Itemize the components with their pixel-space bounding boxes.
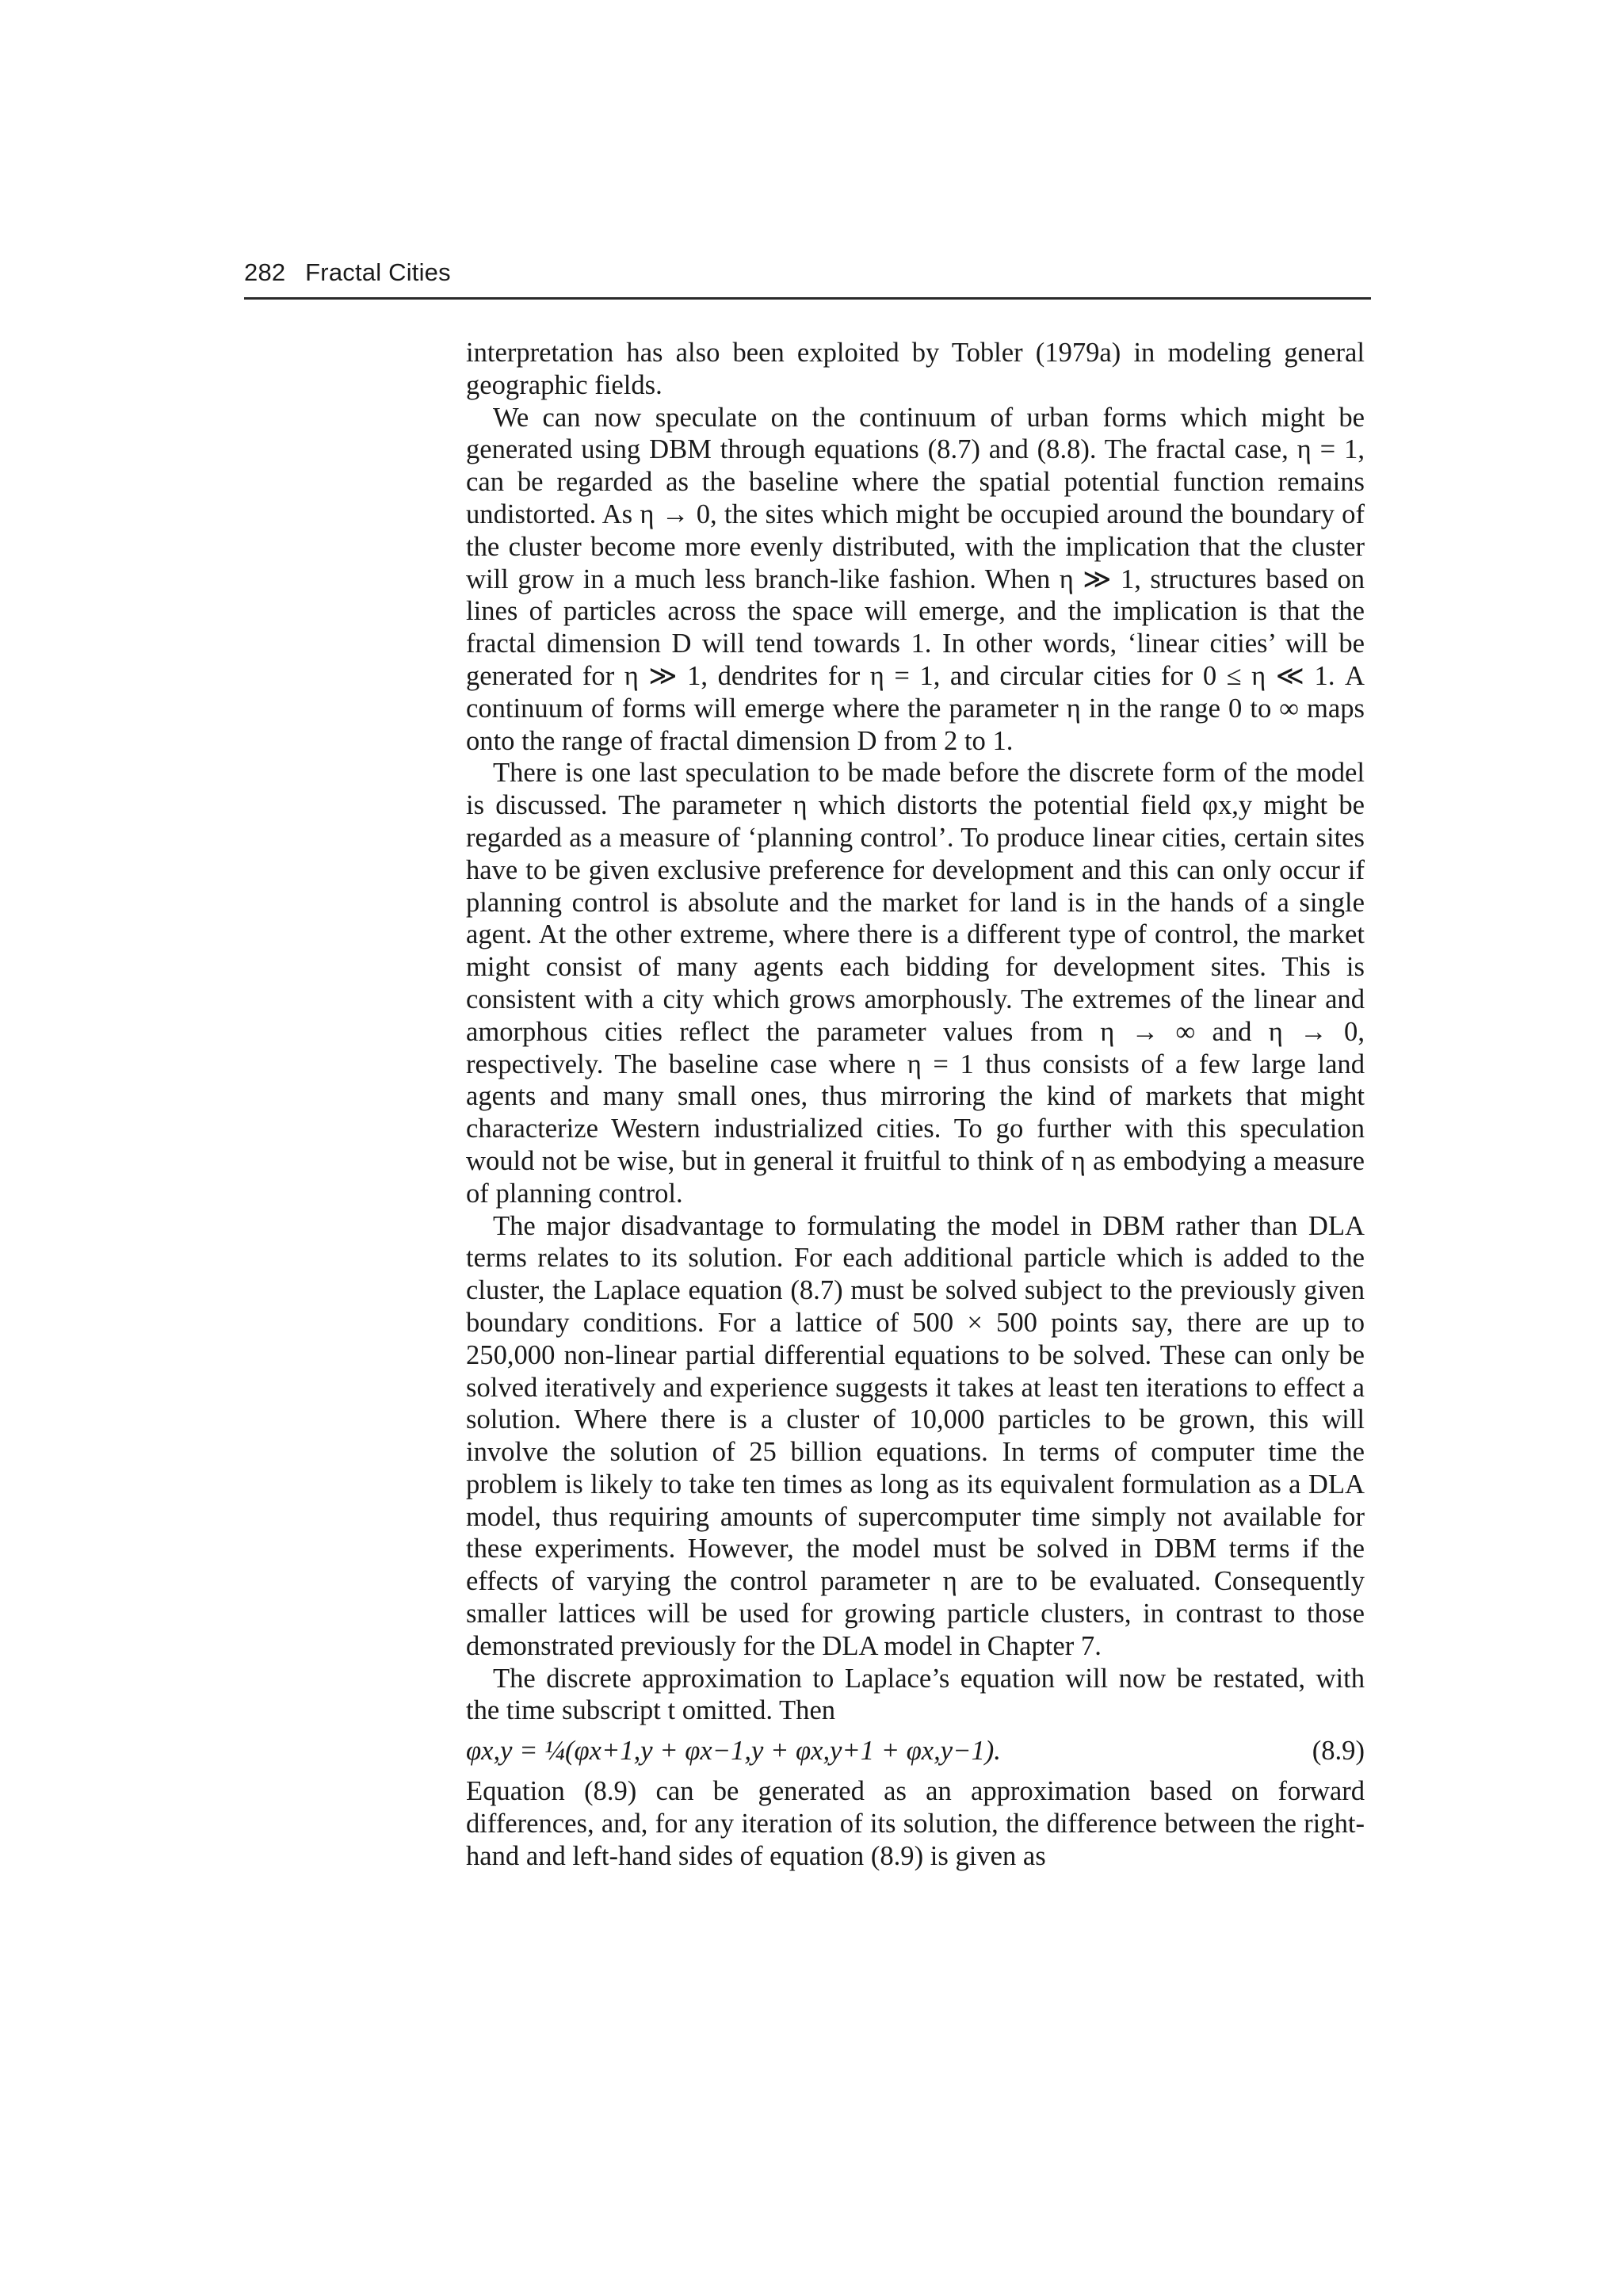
body-text	[466, 337, 1365, 1872]
equation-expression: φx,y = ¼(φx+1,y + φx−1,y + φx,y+1 + φx,y−1).	[466, 1736, 1001, 1767]
equation-8-9	[466, 1735, 1365, 1767]
paragraph-continued: interpretation has also been exploited by Tobler (1979a) in modeling general geographic fields.	[466, 338, 1365, 400]
paragraph-planning-control: There is one last speculation to be made before the discrete form of the model is discussed. The parameter η which distorts the potential field φx,y might be regarded as a measure of ‘planning control’. To produce linear cities, certain sites have to be given exclusive preference for development and this can only occur if planning control is absolute and the market for land is in the hands of a single agent. At the other extreme, where there is a different type of control, the market might consist of many agents each bidding for development sites. This is consistent with a city which grows amorphously. The extremes of the linear and amorphous cities reflect the parameter values from η → ∞ and η → 0, respectively. The baseline case where η = 1 thus consists of a few large land agents and many small ones, thus mirroring the kind of markets that might characterize Western industrialized cities. To go further with this speculation would not be wise, but in general it fruitful to think of η as embodying a measure of planning control.	[466, 758, 1365, 1209]
running-title: Fractal Cities	[305, 258, 451, 286]
page-number: 282	[244, 258, 286, 286]
paragraph-continuum-of-forms: We can now speculate on the continuum of urban forms which might be generated using DBM through equations (8.7) and (8.8). The fractal case, η = 1, can be regarded as the baseline where the spatial potential function remains undistorted. As η → 0, the sites which might be occupied around the boundary of the cluster become more evenly distributed, with the implication that the cluster will grow in a much less branch-like fashion. When η ≫ 1, structures based on lines of particles across the space will emerge, and the implication is that the fractal dimension D will tend towards 1. In other words, ‘linear cities’ will be generated for η ≫ 1, dendrites for η = 1, and circular cities for 0 ≤ η ≪ 1. A continuum of forms will emerge where the parameter η in the range 0 to ∞ maps onto the range of fractal dimension D from 2 to 1.	[466, 402, 1365, 756]
header-rule	[244, 297, 1371, 300]
equation-number: (8.9)	[1312, 1736, 1365, 1767]
paragraph-discrete-approximation: The discrete approximation to Laplace’s equation will now be restated, with the time subscript t omitted. Then	[466, 1663, 1365, 1726]
paragraph-dbm-disadvantage: The major disadvantage to formulating the model in DBM rather than DLA terms relates to its solution. For each additional particle which is added to the cluster, the Laplace equation (8.7) must be solved subject to the previously given boundary conditions. For a lattice of 500 × 500 points say, there are up to 250,000 non-linear partial differential equations to be solved. These can only be solved iteratively and experience suggests it takes at least ten iterations to effect a solution. Where there is a cluster of 10,000 particles to be grown, this will involve the solution of 25 billion equations. In terms of computer time the problem is likely to take ten times as long as its equivalent formulation as a DLA model, thus requiring amounts of supercomputer time simply not available for these experiments. However, the model must be solved in DBM terms if the effects of varying the control parameter η are to be evaluated. Consequently smaller lattices will be used for growing particle clusters, in contrast to those demonstrated previously for the DLA model in Chapter 7.	[466, 1210, 1365, 1661]
running-head	[244, 258, 451, 287]
paragraph-closing: Equation (8.9) can be generated as an approximation based on forward differences, and, for any iteration of its solution, the difference between the right-hand and left-hand sides of equation (8.9) is given as	[466, 1776, 1365, 1871]
